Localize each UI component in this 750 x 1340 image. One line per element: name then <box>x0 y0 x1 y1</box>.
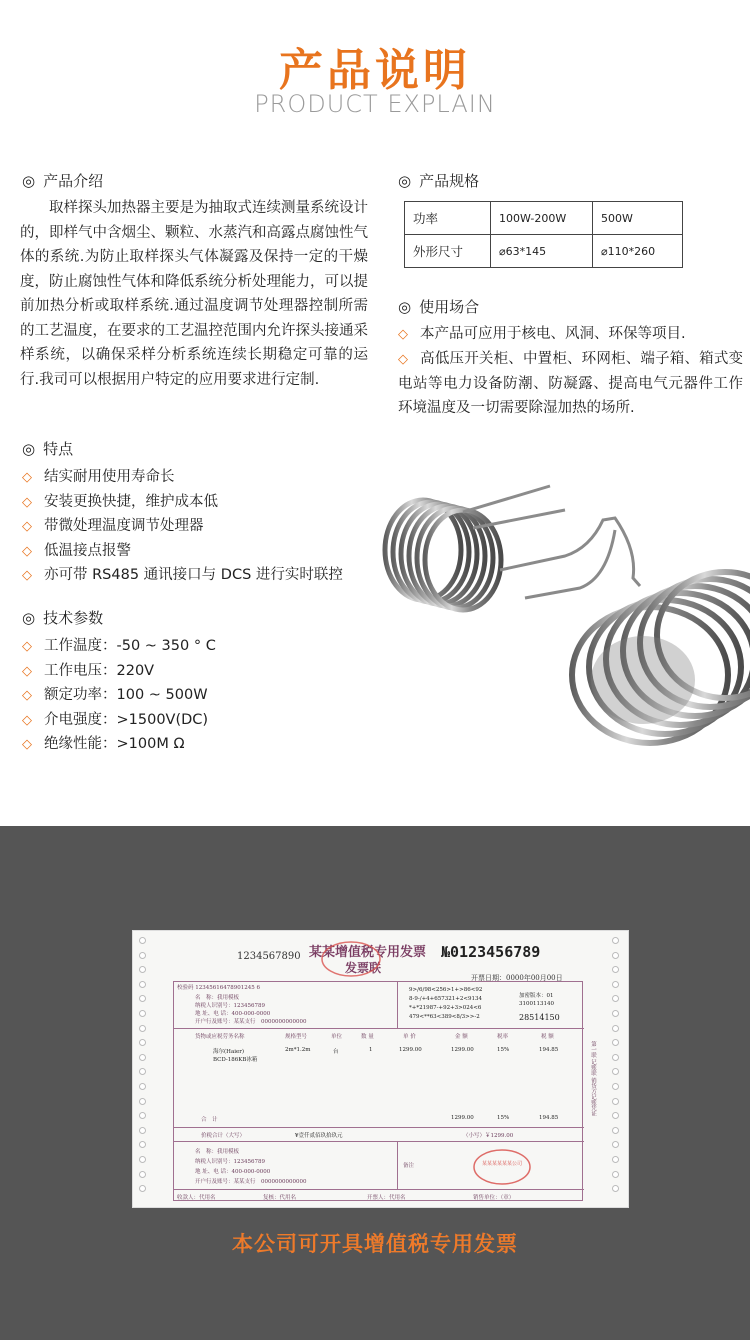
sum-small: （小写）￥1299.00 <box>463 1133 514 1139</box>
intro-text: 取样探头加热器主要是为抽取式连续测量系统设计的，即样气中含烟尘、颗粒、水蒸汽和高露点腐蚀性气体的系统.为防止取样探头气体凝露及保持一定的干燥度，防止腐蚀性气体和降低系统分析处理能力，可以提前加热分析或取样系统.通过温度调节处理器控制所需的工艺温度，在要求的工艺温控范围内允许探头接通采样系统，以确保采样分析系统连续长期稳定可靠的运行.我司可以根据用户特定的应用要求进行定制. <box>20 200 368 388</box>
enc-version: 加密版本：01 <box>519 993 554 999</box>
table-cell: 外形尺寸 <box>405 235 491 268</box>
goods-spec: 2m*1.2m <box>285 1047 311 1053</box>
perforation-left <box>139 937 149 1203</box>
table-row <box>405 202 683 235</box>
col-header: 数 量 <box>361 1034 374 1040</box>
col-header: 税 额 <box>541 1034 554 1040</box>
diamond-icon: ◇ <box>398 352 408 367</box>
invoice-caption: 本公司可开具增值税专用发票 <box>232 1232 518 1256</box>
seller-addr: 地 址、电 话：400-000-0000 <box>195 1169 271 1175</box>
usage-list <box>398 322 743 420</box>
col-header: 金 额 <box>455 1034 468 1040</box>
diamond-icon: ◇ <box>398 327 408 342</box>
bent-probe <box>500 518 640 598</box>
buyer-bank: 开户行及账号：某某支行 0000000000000 <box>195 1019 307 1025</box>
diamond-icon: ◇ <box>22 712 32 728</box>
goods-qty: 1 <box>369 1047 373 1053</box>
goods-tax: 194.85 <box>539 1047 559 1053</box>
total-amount: 1299.00 <box>451 1115 474 1121</box>
reviewer: 复核：代用名 <box>263 1195 297 1201</box>
diamond-icon: ◇ <box>22 639 32 654</box>
table-cell: ⌀63*145 <box>491 235 593 268</box>
circle-target-icon: ◎ <box>22 609 36 627</box>
usage-heading: ◎ 使用场合 <box>398 298 480 316</box>
tech-list <box>22 634 216 757</box>
enc-num: 28514150 <box>519 1013 560 1022</box>
list-item: ◇ 高低压开关柜、中置柜、环网柜、端子箱、箱式变电站等电力设备防潮、防凝露、提高电气元器件工作环境温度及一切需要除湿加热的场所. <box>398 347 743 420</box>
seller-stamp-label: 销售单位：（章） <box>473 1195 515 1201</box>
diamond-icon: ◇ <box>22 688 32 703</box>
cipher-line: *+*21987-+92+3>024<6 <box>409 1005 482 1011</box>
features-list <box>22 465 343 588</box>
features-heading: ◎ 特点 <box>22 440 74 458</box>
spec-heading: ◎ 产品规格 <box>398 172 480 190</box>
table-cell: 功率 <box>405 202 491 235</box>
goods-unit: 台 <box>333 1049 339 1055</box>
col-header: 单 价 <box>403 1034 416 1040</box>
invoice-number: №0123456789 <box>441 943 541 961</box>
intro-heading: ◎ 产品介绍 <box>22 172 104 190</box>
table-cell: 100W-200W <box>491 202 593 235</box>
seller-bank: 开户行及账号：某某支行 0000000000000 <box>195 1179 307 1185</box>
invoice-code: 1234567890 <box>237 951 301 962</box>
list-item: ◇ 安装更换快捷，维护成本低 <box>22 490 343 515</box>
cipher-line: 9>/6/98<256>1+>86<92 <box>409 987 483 993</box>
list-item: ◇ 介电强度：>1500V(DC) <box>22 708 216 733</box>
total-rate: 15% <box>497 1115 510 1121</box>
seller-name: 名 称：我用模板 <box>195 1149 240 1155</box>
sum-words: ¥壹仟贰佰玖拾玖元 <box>295 1133 343 1139</box>
invoice-stamp-top <box>319 939 383 979</box>
invoice-check-code: 校验码 12345616478901245 6 <box>177 985 260 991</box>
col-header: 货物或应税劳务名称 <box>195 1034 245 1040</box>
invoice-subtitle: 发票联 <box>345 961 382 975</box>
large-coil <box>572 572 750 743</box>
col-header: 规格型号 <box>285 1034 308 1040</box>
enc-code: 3100113140 <box>519 1001 554 1007</box>
page-subtitle: PRODUCT EXPLAIN <box>254 90 496 118</box>
table-row <box>405 235 683 268</box>
goods-name: 海尔(Haier) <box>213 1049 245 1055</box>
heater-coil-image <box>375 460 750 760</box>
total-tax: 194.85 <box>539 1115 559 1121</box>
list-item: ◇ 低温接点报警 <box>22 539 343 564</box>
goods-model-name: BCD-186KB冰箱 <box>213 1057 258 1063</box>
seller-tax: 纳税人识别号：123456789 <box>195 1159 265 1165</box>
buyer-name: 名 称：我用模板 <box>195 995 240 1001</box>
table-cell: ⌀110*260 <box>593 235 683 268</box>
circle-target-icon: ◎ <box>398 298 412 316</box>
invoice-date: 开票日期：0000年00月00日 <box>471 974 563 982</box>
goods-rate: 15% <box>497 1047 510 1053</box>
diamond-icon: ◇ <box>22 568 32 583</box>
diamond-icon: ◇ <box>22 494 32 510</box>
total-label: 合 计 <box>201 1117 218 1123</box>
col-header: 税率 <box>497 1034 509 1040</box>
list-item: ◇ 绝缘性能：>100M Ω <box>22 732 216 757</box>
stamp-text: 某某某某某某公司 <box>481 1161 523 1167</box>
table-cell: 500W <box>593 202 683 235</box>
list-item: ◇ 亦可带 RS485 通讯接口与 DCS 进行实时联控 <box>22 563 343 588</box>
cipher-line: 479<**63<389<8/3>>-2 <box>409 1014 480 1020</box>
invoice-image <box>132 930 629 1208</box>
list-item: ◇ 本产品可应用于核电、风洞、环保等项目. <box>398 322 743 347</box>
list-item: ◇ 额定功率：100 ~ 500W <box>22 683 216 708</box>
perforation-right <box>612 937 622 1203</box>
diamond-icon: ◇ <box>22 663 32 679</box>
buyer-tax: 纳税人识别号：123456789 <box>195 1003 265 1009</box>
list-item: ◇ 带微处理温度调节处理器 <box>22 514 343 539</box>
invoice-title: 某某增值税专用发票 <box>309 945 427 960</box>
spec-table <box>404 201 683 268</box>
goods-amount: 1299.00 <box>451 1047 474 1053</box>
side-text: 第一联 记账联 销货方记账凭证 <box>590 1041 596 1116</box>
circle-target-icon: ◎ <box>22 172 36 190</box>
remark-label: 备注 <box>403 1163 415 1169</box>
circle-target-icon: ◎ <box>398 172 412 190</box>
circle-target-icon: ◎ <box>22 440 36 458</box>
list-item: ◇ 工作电压：220V <box>22 659 216 684</box>
list-item: ◇ 工作温度：-50 ~ 350 ° C <box>22 634 216 659</box>
small-coil <box>385 486 565 610</box>
sum-label: 价税合计（大写） <box>201 1133 246 1139</box>
page-title: 产品说明 <box>279 45 471 96</box>
goods-price: 1299.00 <box>399 1047 422 1053</box>
diamond-icon: ◇ <box>22 470 32 485</box>
cipher-line: 8-9-/+4+657321+2<9134 <box>409 996 482 1002</box>
invoice-stamp-seller <box>471 1147 533 1187</box>
list-item: ◇ 结实耐用使用寿命长 <box>22 465 343 490</box>
drawer: 开票人：代用名 <box>367 1195 406 1201</box>
col-header: 单位 <box>331 1034 343 1040</box>
diamond-icon: ◇ <box>22 519 32 534</box>
diamond-icon: ◇ <box>22 543 32 559</box>
diamond-icon: ◇ <box>22 737 32 752</box>
buyer-addr: 地 址、电 话：400-000-0000 <box>195 1011 271 1017</box>
tech-heading: ◎ 技术参数 <box>22 609 104 627</box>
payee: 收款人：代用名 <box>177 1195 216 1201</box>
